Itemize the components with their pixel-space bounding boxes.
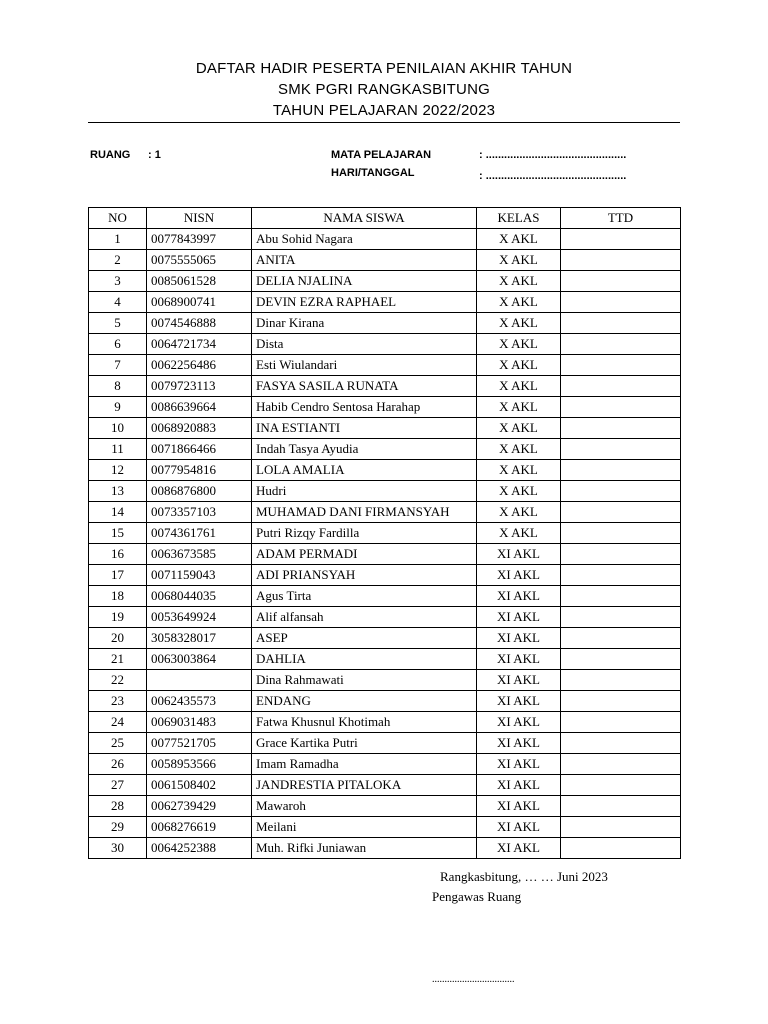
signature-cell [561,418,681,439]
row-number: 4 [89,292,147,313]
nisn-cell: 0079723113 [147,376,252,397]
row-number: 18 [89,586,147,607]
table-row [89,565,681,586]
signature-cell [561,481,681,502]
signature-cell [561,334,681,355]
table-row [89,355,681,376]
class-cell: XI AKL [477,691,561,712]
table-row [89,607,681,628]
class-cell: XI AKL [477,796,561,817]
nisn-cell: 0058953566 [147,754,252,775]
signature-cell [561,313,681,334]
nisn-cell: 0075555065 [147,250,252,271]
table-row [89,502,681,523]
row-number: 12 [89,460,147,481]
signature-cell [561,712,681,733]
table-row [89,712,681,733]
nisn-cell: 0062256486 [147,355,252,376]
class-cell: X AKL [477,376,561,397]
table-row [89,460,681,481]
class-cell: XI AKL [477,670,561,691]
student-name: ASEP [252,628,477,649]
row-number: 19 [89,607,147,628]
nisn-cell: 0062435573 [147,691,252,712]
student-name: Imam Ramadha [252,754,477,775]
row-number: 30 [89,838,147,859]
row-number: 29 [89,817,147,838]
table-row [89,754,681,775]
table-row [89,271,681,292]
class-cell: XI AKL [477,586,561,607]
table-row [89,838,681,859]
row-number: 27 [89,775,147,796]
signature-cell [561,670,681,691]
class-cell: XI AKL [477,733,561,754]
student-name: LOLA AMALIA [252,460,477,481]
signature-cell [561,754,681,775]
table-row [89,796,681,817]
signature-cell [561,586,681,607]
student-name: ADI PRIANSYAH [252,565,477,586]
ruang-value: : 1 [148,149,161,161]
table-header-row [89,208,681,229]
row-number: 26 [89,754,147,775]
nisn-cell: 0073357103 [147,502,252,523]
signature-cell [561,838,681,859]
signature-cell [561,397,681,418]
table-row [89,250,681,271]
student-name: Muh. Rifki Juniawan [252,838,477,859]
student-name: MUHAMAD DANI FIRMANSYAH [252,502,477,523]
row-number: 5 [89,313,147,334]
table-row [89,628,681,649]
table-row [89,544,681,565]
student-name: INA ESTIANTI [252,418,477,439]
nisn-cell: 0074361761 [147,523,252,544]
row-number: 21 [89,649,147,670]
hari-tanggal-value: : .............................................. [479,170,627,182]
signature-cell [561,250,681,271]
row-number: 6 [89,334,147,355]
class-cell: X AKL [477,523,561,544]
nisn-cell: 0068900741 [147,292,252,313]
row-number: 23 [89,691,147,712]
nisn-cell: 0077954816 [147,460,252,481]
signature-cell [561,607,681,628]
table-row [89,418,681,439]
table-row [89,649,681,670]
student-name: DAHLIA [252,649,477,670]
student-name: Meilani [252,817,477,838]
signature-cell [561,565,681,586]
nisn-cell: 0086639664 [147,397,252,418]
table-row [89,670,681,691]
student-name: DELIA NJALINA [252,271,477,292]
row-number: 17 [89,565,147,586]
student-name: Indah Tasya Ayudia [252,439,477,460]
signature-cell [561,775,681,796]
signature-cell [561,817,681,838]
header-nisn: NISN [147,208,252,229]
signature-cell [561,523,681,544]
student-name: Habib Cendro Sentosa Harahap [252,397,477,418]
class-cell: X AKL [477,397,561,418]
class-cell: X AKL [477,460,561,481]
row-number: 14 [89,502,147,523]
nisn-cell: 3058328017 [147,628,252,649]
nisn-cell: 0068044035 [147,586,252,607]
class-cell: XI AKL [477,712,561,733]
signature-cell [561,691,681,712]
student-name: FASYA SASILA RUNATA [252,376,477,397]
student-name: Fatwa Khusnul Khotimah [252,712,477,733]
table-row [89,733,681,754]
signer-role: Pengawas Ruang [432,889,522,904]
header-nama-siswa: NAMA SISWA [252,208,477,229]
table-row [89,439,681,460]
class-cell: X AKL [477,502,561,523]
student-name: Dinar Kirana [252,313,477,334]
table-row [89,691,681,712]
student-name: Alif alfansah [252,607,477,628]
row-number: 28 [89,796,147,817]
nisn-cell: 0074546888 [147,313,252,334]
class-cell: XI AKL [477,838,561,859]
signature-cell [561,439,681,460]
table-row [89,292,681,313]
class-cell: X AKL [477,355,561,376]
table-row [89,313,681,334]
class-cell: XI AKL [477,775,561,796]
header-kelas: KELAS [477,208,561,229]
signature-line: ................................. [432,974,515,985]
student-name: ADAM PERMADI [252,544,477,565]
nisn-cell: 0062739429 [147,796,252,817]
nisn-cell: 0086876800 [147,481,252,502]
nisn-cell: 0068276619 [147,817,252,838]
row-number: 16 [89,544,147,565]
row-number: 10 [89,418,147,439]
signature-cell [561,460,681,481]
header-ttd: TTD [561,208,681,229]
nisn-cell: 0077843997 [147,229,252,250]
student-name: Agus Tirta [252,586,477,607]
nisn-cell [147,670,252,691]
table-row [89,586,681,607]
nisn-cell: 0064252388 [147,838,252,859]
table-row [89,817,681,838]
row-number: 7 [89,355,147,376]
class-cell: XI AKL [477,544,561,565]
student-name: Dina Rahmawati [252,670,477,691]
nisn-cell: 0068920883 [147,418,252,439]
row-number: 24 [89,712,147,733]
class-cell: XI AKL [477,754,561,775]
header-no: NO [89,208,147,229]
class-cell: X AKL [477,313,561,334]
table-row [89,229,681,250]
place-date: Rangkasbitung, … … Juni 2023 [440,869,608,884]
nisn-cell: 0063003864 [147,649,252,670]
signature-cell [561,292,681,313]
class-cell: X AKL [477,481,561,502]
nisn-cell: 0064721734 [147,334,252,355]
document-title: DAFTAR HADIR PESERTA PENILAIAN AKHIR TAHUN [195,60,573,77]
class-cell: XI AKL [477,607,561,628]
nisn-cell: 0071159043 [147,565,252,586]
student-name: Grace Kartika Putri [252,733,477,754]
class-cell: XI AKL [477,649,561,670]
row-number: 3 [89,271,147,292]
row-number: 15 [89,523,147,544]
class-cell: XI AKL [477,565,561,586]
class-cell: X AKL [477,418,561,439]
class-cell: X AKL [477,250,561,271]
nisn-cell: 0063673585 [147,544,252,565]
nisn-cell: 0085061528 [147,271,252,292]
student-name: Abu Sohid Nagara [252,229,477,250]
student-name: JANDRESTIA PITALOKA [252,775,477,796]
signature-cell [561,649,681,670]
signature-cell [561,502,681,523]
table-row [89,481,681,502]
table-row [89,775,681,796]
student-name: Dista [252,334,477,355]
class-cell: XI AKL [477,628,561,649]
signature-cell [561,229,681,250]
table-row [89,376,681,397]
row-number: 22 [89,670,147,691]
class-cell: X AKL [477,229,561,250]
student-name: Mawaroh [252,796,477,817]
mata-pelajaran-value: : .............................................. [479,149,627,161]
student-name: Esti Wiulandari [252,355,477,376]
row-number: 25 [89,733,147,754]
row-number: 20 [89,628,147,649]
row-number: 8 [89,376,147,397]
signature-cell [561,733,681,754]
signature-cell [561,544,681,565]
row-number: 1 [89,229,147,250]
signature-cell [561,355,681,376]
attendance-table [88,207,681,859]
class-cell: X AKL [477,334,561,355]
row-number: 2 [89,250,147,271]
signature-cell [561,376,681,397]
header-divider [88,122,680,123]
student-name: ANITA [252,250,477,271]
class-cell: X AKL [477,271,561,292]
row-number: 13 [89,481,147,502]
hari-tanggal-label: HARI/TANGGAL [331,167,415,179]
student-name: DEVIN EZRA RAPHAEL [252,292,477,313]
nisn-cell: 0061508402 [147,775,252,796]
student-name: ENDANG [252,691,477,712]
signature-cell [561,796,681,817]
row-number: 11 [89,439,147,460]
ruang-label: RUANG [90,149,131,161]
mata-pelajaran-label: MATA PELAJARAN [331,149,432,161]
class-cell: XI AKL [477,817,561,838]
table-row [89,334,681,355]
nisn-cell: 0053649924 [147,607,252,628]
student-name: Putri Rizqy Fardilla [252,523,477,544]
class-cell: X AKL [477,292,561,313]
table-row [89,397,681,418]
table-row [89,523,681,544]
nisn-cell: 0071866466 [147,439,252,460]
class-cell: X AKL [477,439,561,460]
nisn-cell: 0077521705 [147,733,252,754]
nisn-cell: 0069031483 [147,712,252,733]
row-number: 9 [89,397,147,418]
student-name: Hudri [252,481,477,502]
signature-cell [561,628,681,649]
school-name: SMK PGRI RANGKASBITUNG [278,81,490,98]
academic-year: TAHUN PELAJARAN 2022/2023 [272,102,496,119]
signature-cell [561,271,681,292]
